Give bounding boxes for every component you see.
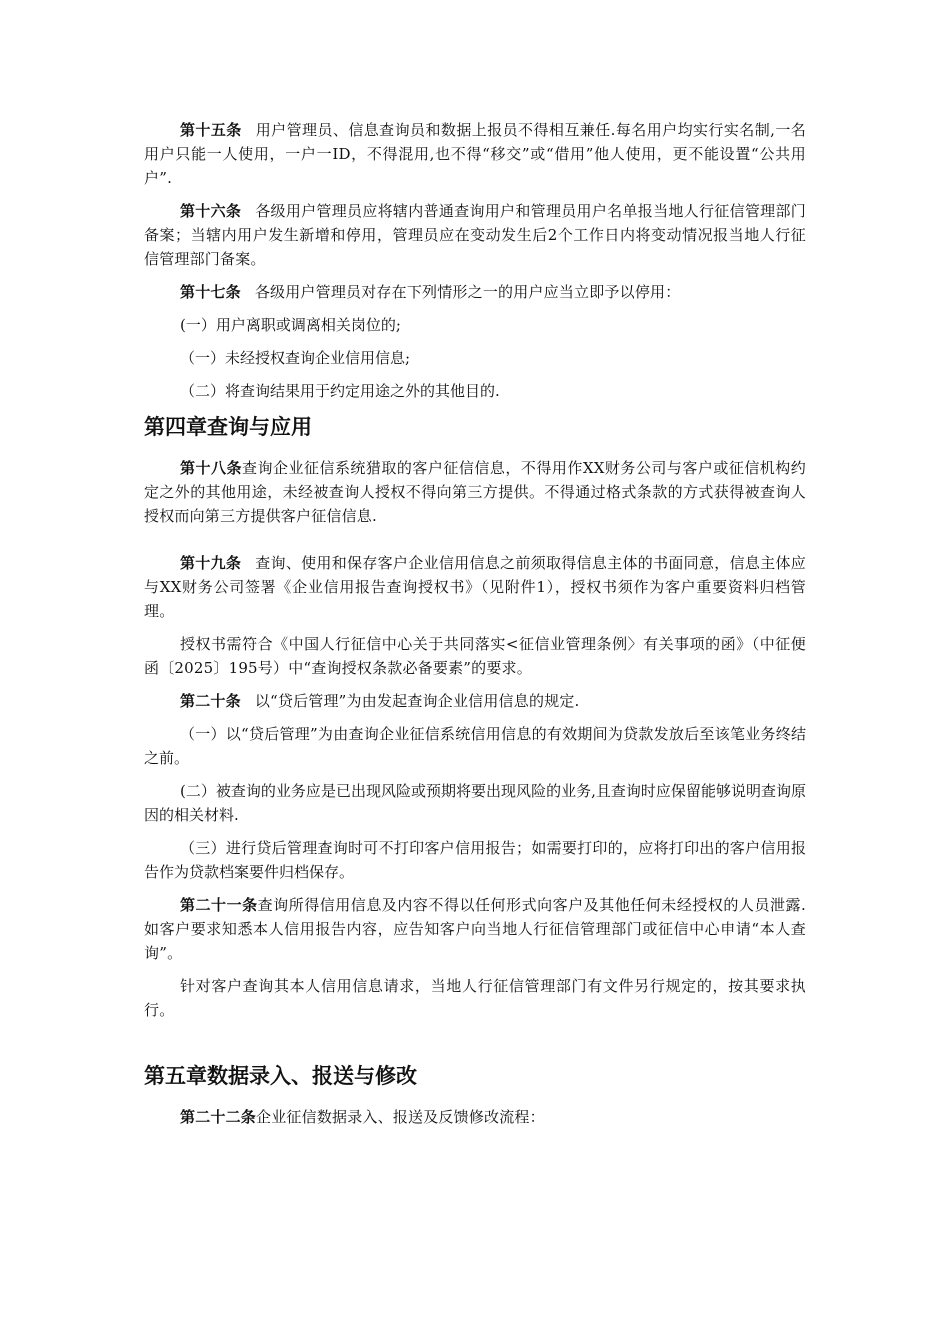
article-17-item-2: （一）未经授权查询企业信用信息;: [180, 349, 411, 367]
article-21: [144, 893, 806, 965]
article-20-item-3: （三）进行贷后管理查询时可不打印客户信用报告；如需要打印的，应将打印出的客户信用报告作为贷款档案要件归档保存。: [144, 839, 806, 881]
article-21-extra: 针对客户查询其本人信用信息请求，当地人行征信管理部门有文件另行规定的，按其要求执行。: [144, 977, 806, 1019]
article-16: [144, 199, 806, 271]
article-17-text: 各级用户管理员对存在下列情形之一的用户应当立即予以停用：: [254, 283, 681, 301]
article-19-extra: 授权书需符合《中国人行征信中心关于共同落实<征信业管理条例〉有关事项的函》（中征便函〔2025〕195号）中“查询授权条款必备要素”的要求。: [144, 635, 806, 677]
article-22-title: 第二十二条: [180, 1108, 257, 1126]
spacer: [144, 537, 806, 551]
article-20-text: 以“贷后管理”为由发起查询企业信用信息的规定.: [254, 692, 580, 710]
article-21-text: 查询所得信用信息及内容不得以任何形式向客户及其他任何未经授权的人员泄露.如客户要求知悉本人信用报告内容，应告知客户向当地人行征信管理部门或征信中心申请“本人查询”。: [144, 896, 806, 962]
article-17-title: 第十七条: [180, 283, 241, 301]
article-21-title: 第二十一条: [180, 896, 258, 914]
article-17-item-1: (一）用户离职或调离相关岗位的;: [180, 316, 401, 334]
article-17: [144, 280, 806, 304]
article-19: [144, 551, 806, 623]
article-17-item-3: （二）将查询结果用于约定用途之外的其他目的.: [180, 382, 500, 400]
article-15-text: 用户管理员、信息查询员和数据上报员不得相互兼任.每名用户均实行实名制,一名用户只能一人使用，一户一ID，不得混用,也不得“移交”或“借用”他人使用，更不能设置“公共用户”.: [144, 121, 806, 187]
article-22: [144, 1105, 806, 1129]
article-16-title: 第十六条: [180, 202, 242, 220]
article-18-text: 查询企业征信系统猎取的客户征信信息，不得用作XX财务公司与客户或征信机构约定之外的其他用途，未经被查询人授权不得向第三方提供。不得通过格式条款的方式获得被查询人授权而向第三方提供客户征信信息.: [144, 459, 806, 525]
chapter-4-heading: 第四章查询与应用: [144, 415, 312, 439]
article-16-text: 各级用户管理员应将辖内普通查询用户和管理员用户名单报当地人行征信管理部门备案；当辖内用户发生新增和停用，管理员应在变动发生后2个工作日内将变动情况报当地人行征信管理部门备案。: [144, 202, 806, 268]
article-18: [144, 456, 806, 528]
article-20-item-1: （一）以“贷后管理”为由查询企业征信系统信用信息的有效期间为贷款发放后至该笔业务终结之前。: [144, 725, 806, 767]
article-15-title: 第十五条: [180, 121, 242, 139]
chapter-5-heading: 第五章数据录入、报送与修改: [144, 1064, 417, 1088]
article-19-title: 第十九条: [180, 554, 242, 572]
article-15: [144, 118, 806, 190]
article-22-text: 企业征信数据录入、报送及反馈修改流程：: [256, 1108, 545, 1126]
article-18-title: 第十八条: [180, 459, 242, 477]
article-20-item-2: (二）被查询的业务应是已出现风险或预期将要出现风险的业务,且查询时应保留能够说明查询原因的相关材料.: [144, 782, 806, 824]
document-page: [144, 118, 806, 1138]
article-20-title: 第二十条: [180, 692, 241, 710]
spacer: [144, 1031, 806, 1057]
article-19-text: 查询、使用和保存客户企业信用信息之前须取得信息主体的书面同意，信息主体应与XX财务公司签署《企业信用报告查询授权书》（见附件1），授权书须作为客户重要资料归档管理。: [144, 554, 806, 620]
article-20: [144, 689, 806, 713]
